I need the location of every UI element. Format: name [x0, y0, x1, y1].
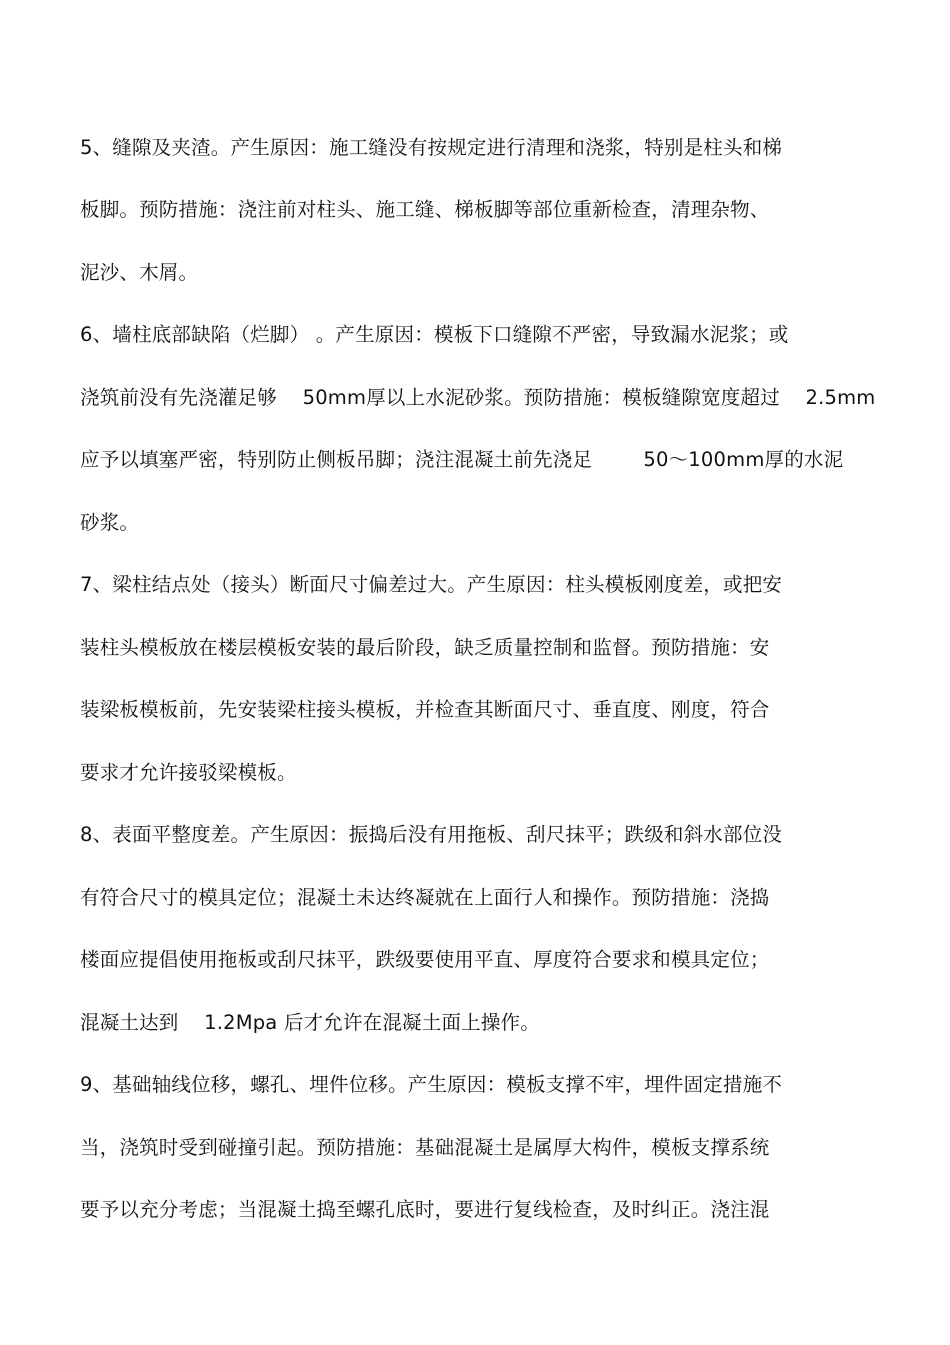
text-line: 浇筑前没有先浇灌足够 50mm厚以上水泥砂浆。预防措施：模板缝隙宽度超过 2.5mm: [80, 386, 876, 409]
text-line: 装柱头模板放在楼层模板安装的最后阶段，缺乏质量控制和监督。预防措施：安: [80, 636, 770, 659]
text-line: 混凝土达到 1.2Mpa 后才允许在混凝土面上操作。: [80, 1011, 540, 1034]
text-line: 7、梁柱结点处（接头）断面尺寸偏差过大。产生原因：柱头模板刚度差，或把安: [80, 573, 783, 596]
text-line: 8、表面平整度差。产生原因：振捣后没有用拖板、刮尺抹平；跌级和斜水部位没: [80, 823, 783, 846]
text-line: 楼面应提倡使用拖板或刮尺抹平，跌级要使用平直、厚度符合要求和模具定位；: [80, 948, 770, 971]
text-line: 6、墙柱底部缺陷（烂脚） 。产生原因：模板下口缝隙不严密，导致漏水泥浆；或: [80, 323, 789, 346]
text-line: 要求才允许接驳梁模板。: [80, 761, 297, 784]
text-line: 9、基础轴线位移，螺孔、埋件位移。产生原因：模板支撑不牢，埋件固定措施不: [80, 1073, 783, 1096]
text-line: 板脚。预防措施：浇注前对柱头、施工缝、梯板脚等部位重新检查，清理杂物、: [80, 198, 770, 221]
text-line: 有符合尺寸的模具定位；混凝土未达终凝就在上面行人和操作。预防措施：浇捣: [80, 886, 770, 909]
text-line: 装梁板模板前，先安装梁柱接头模板，并检查其断面尺寸、垂直度、刚度，符合: [80, 698, 770, 721]
text-line: 泥沙、木屑。: [80, 261, 199, 284]
text-line: 应予以填塞严密，特别防止侧板吊脚；浇注混凝土前先浇足 50～100mm厚的水泥: [80, 448, 844, 471]
text-line: 要予以充分考虑；当混凝土捣至螺孔底时，要进行复线检查，及时纠正。浇注混: [80, 1198, 770, 1221]
text-line: 当，浇筑时受到碰撞引起。预防措施：基础混凝土是属厚大构件，模板支撑系统: [80, 1136, 770, 1159]
text-line: 砂浆。: [80, 511, 140, 534]
text-line: 5、缝隙及夹渣。产生原因：施工缝没有按规定进行清理和浇浆，特别是柱头和梯: [80, 136, 783, 159]
